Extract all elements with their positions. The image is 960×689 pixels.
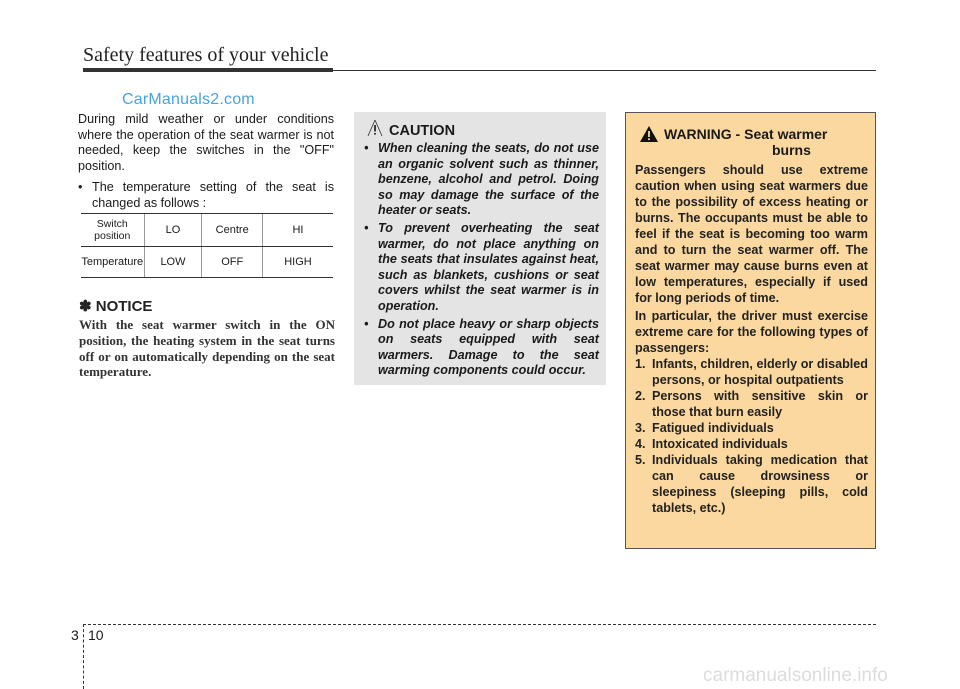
table-cell: HIGH bbox=[262, 247, 333, 278]
list-item: • To prevent overheating the seat warmer, do not place anything on the seats that insulates against heat, such as blankets, cushions or seat covers whilst the seat warmer is in operation. bbox=[364, 220, 599, 313]
page-number: 10 bbox=[88, 627, 104, 643]
table-cell: Centre bbox=[202, 214, 262, 247]
watermark-text: CarManuals2.com bbox=[122, 91, 255, 108]
bullet-text: The temperature setting of the seat is changed as follows : bbox=[92, 180, 334, 210]
table-cell: HI bbox=[262, 214, 333, 247]
list-item: • When cleaning the seats, do not use an organic solvent such as thinner, benzene, alcohol and petrol. Doing so may damage the surface of the heater or seats. bbox=[364, 141, 599, 218]
caution-item-text: When cleaning the seats, do not use an organic solvent such as thinner, benzene, alcohol and petrol. Doing so may damage the surface of the heater or seats. bbox=[378, 141, 599, 218]
warning-body bbox=[635, 162, 868, 516]
intro-column bbox=[78, 112, 334, 212]
notice-title: NOTICE bbox=[95, 298, 153, 315]
table-cell-text: Switch position bbox=[94, 218, 131, 242]
intro-bullet bbox=[78, 180, 334, 211]
list-number: 4. bbox=[635, 437, 646, 451]
caution-triangle-icon bbox=[365, 118, 385, 143]
warning-paragraph: Passengers should use extreme caution when using seat warmers due to the possibility of excess heating or burns. The occupants must be able to feel if the seat is becoming too warm and to turn the seat warmer off. The seat warmer may cause burns even at low temperatures, especially if used for long periods of time. bbox=[635, 163, 868, 305]
site-watermark: carmanualsonline.info bbox=[703, 665, 888, 686]
list-text: Persons with sensitive skin or those that burn easily bbox=[652, 389, 868, 419]
list-item bbox=[635, 436, 868, 452]
notice-heading bbox=[79, 297, 152, 315]
warning-title-line1: WARNING - Seat warmer bbox=[664, 126, 828, 142]
footer-rule bbox=[83, 624, 876, 625]
caution-box bbox=[354, 112, 606, 385]
table-row bbox=[81, 214, 333, 247]
list-text: Individuals taking medication that can cause drowsiness or sleepiness (sleeping pills, cold tablets, etc.) bbox=[652, 453, 868, 515]
table-cell: LOW bbox=[144, 247, 202, 278]
list-item bbox=[635, 452, 868, 516]
table-cell: Temperature bbox=[81, 247, 144, 278]
list-text: Infants, children, elderly or disabled persons, or hospital outpatients bbox=[652, 357, 868, 387]
header-rule-thin bbox=[333, 70, 876, 71]
warning-title bbox=[664, 126, 864, 158]
intro-paragraph: During mild weather or under conditions where the operation of the seat warmer is not needed, keep the switches in the "OFF" position. bbox=[78, 112, 334, 173]
list-number: 2. bbox=[635, 389, 646, 403]
notice-symbol: ✽ bbox=[79, 298, 92, 315]
caution-list bbox=[364, 141, 599, 381]
temperature-table bbox=[81, 213, 333, 278]
warning-paragraph: In particular, the driver must exercise extreme care for the following types of passengers: bbox=[635, 309, 868, 355]
list-text: Fatigued individuals bbox=[652, 421, 774, 435]
list-item bbox=[635, 356, 868, 388]
table-row bbox=[81, 247, 333, 278]
bullet-dot: • bbox=[78, 180, 83, 195]
list-number: 1. bbox=[635, 357, 646, 371]
footer-divider bbox=[83, 624, 84, 689]
caution-title: CAUTION bbox=[389, 123, 456, 139]
table-cell: LO bbox=[144, 214, 202, 247]
list-number: 3. bbox=[635, 421, 646, 435]
list-text: Intoxicated individuals bbox=[652, 437, 788, 451]
list-item: • Do not place heavy or sharp objects on seats equipped with seat warmers. Damage to the seat warming components could occur. bbox=[364, 316, 599, 378]
table-cell: OFF bbox=[202, 247, 262, 278]
warning-title-line2: burns bbox=[772, 142, 811, 158]
page-header-title: Safety features of your vehicle bbox=[83, 44, 329, 66]
table-cell bbox=[81, 214, 144, 247]
warning-list bbox=[635, 356, 868, 516]
chapter-number: 3 bbox=[71, 627, 79, 643]
caution-item-text: To prevent overheating the seat warmer, do not place anything on the seats that insulates against heat, such as blankets, cushions or seat covers whilst the seat warmer is in operation. bbox=[378, 220, 599, 313]
list-item bbox=[635, 420, 868, 436]
list-number: 5. bbox=[635, 453, 646, 467]
warning-triangle-icon bbox=[639, 125, 659, 148]
caution-item-text: Do not place heavy or sharp objects on seats equipped with seat warmers. Damage to the seat warming components could occur. bbox=[378, 316, 599, 378]
list-item bbox=[635, 388, 868, 420]
notice-text: With the seat warmer switch in the ON position, the heating system in the seat turns off or on automatically depending on the seat temperature. bbox=[79, 317, 335, 380]
warning-box bbox=[625, 112, 876, 549]
header-rule-thick bbox=[83, 68, 333, 72]
